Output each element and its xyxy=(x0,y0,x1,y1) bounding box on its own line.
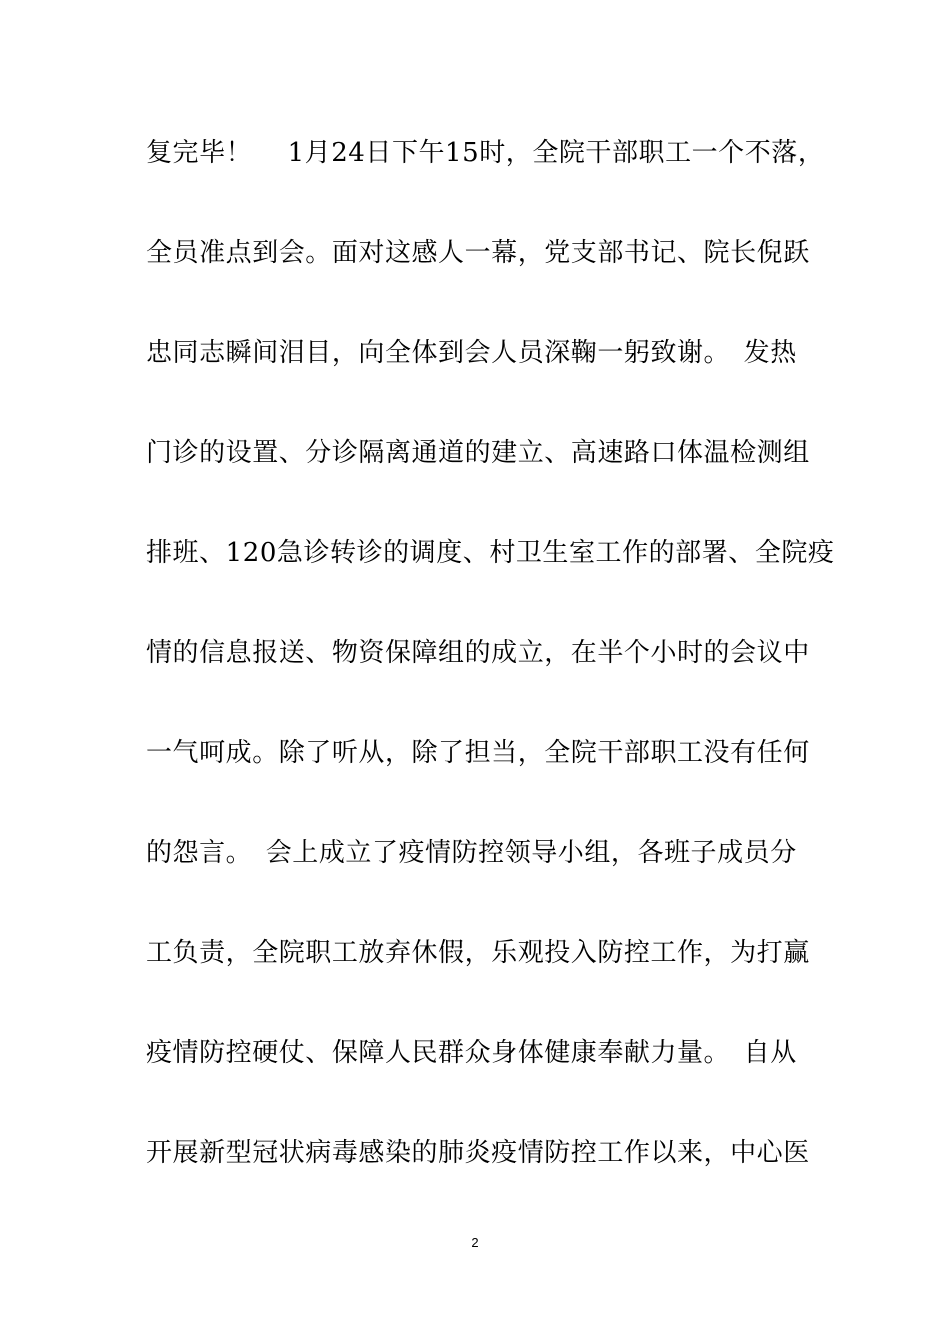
text-line: 疫情防控硬仗、保障人民群众身体健康奉献力量。 自从 xyxy=(146,1038,797,1068)
text-line: 开展新型冠状病毒感染的肺炎疫情防控工作以来，中心医 xyxy=(146,1138,810,1168)
text-line: 全员准点到会。面对这感人一幕，党支部书记、院长倪跃 xyxy=(146,238,810,268)
text-line: 的怨言。 会上成立了疫情防控领导小组，各班子成员分 xyxy=(146,838,797,868)
text-line: 忠同志瞬间泪目，向全体到会人员深鞠一躬致谢。 发热 xyxy=(146,338,797,368)
text-line: 一气呵成。除了听从，除了担当，全院干部职工没有任何 xyxy=(146,738,810,768)
text-line: 门诊的设置、分诊隔离通道的建立、高速路口体温检测组 xyxy=(146,438,810,468)
text-line: 情的信息报送、物资保障组的成立，在半个小时的会议中 xyxy=(146,638,810,668)
body-text xyxy=(146,123,835,1223)
text-line: 复完毕！ 1月24日下午15时，全院干部职工一个不落， xyxy=(146,138,825,168)
text-line: 排班、120急诊转诊的调度、村卫生室工作的部署、全院疫 xyxy=(146,538,835,568)
text-line: 工负责，全院职工放弃休假，乐观投入防控工作，为打赢 xyxy=(146,938,810,968)
page-number: 2 xyxy=(471,1235,479,1250)
